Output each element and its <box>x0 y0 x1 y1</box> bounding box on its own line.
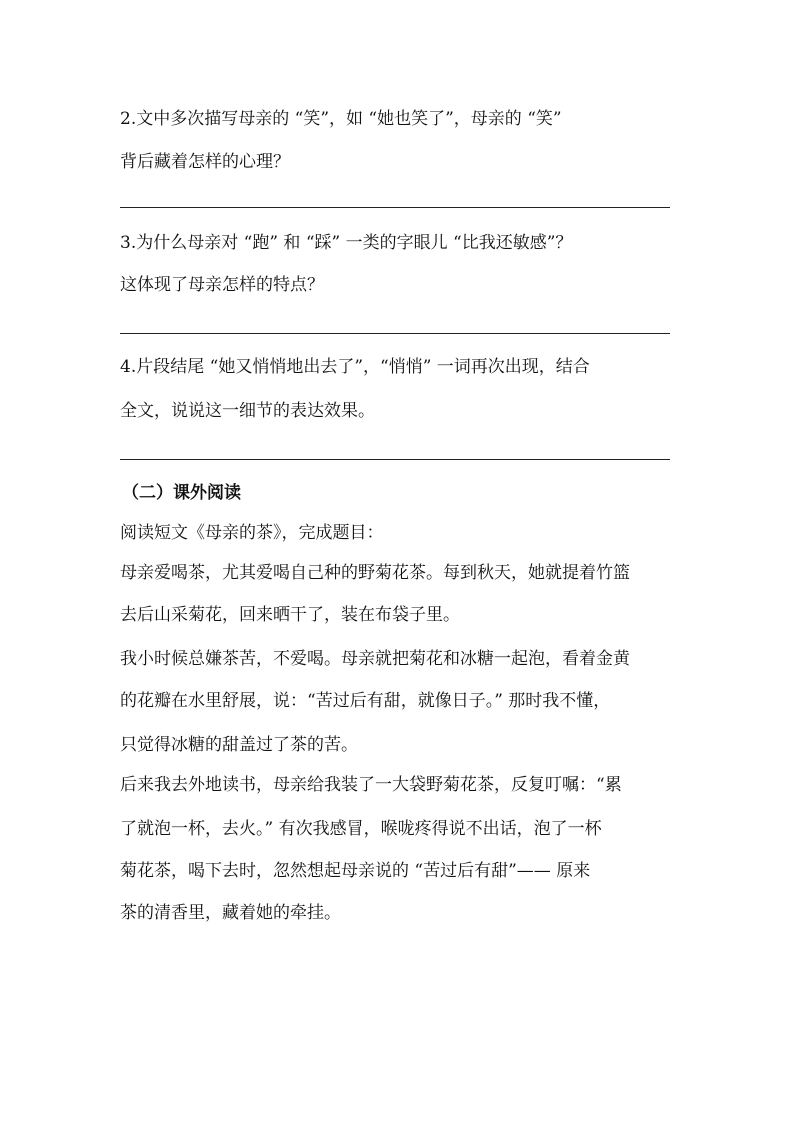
passage-line-8: 菊花茶，喝下去时，忽然想起母亲说的 “苦过后有甜”—— 原来 <box>120 861 591 881</box>
answer-line-question-2[interactable] <box>120 207 670 208</box>
question-4-line-1: 4.片段结尾 “她又悄悄地出去了”，“悄悄” 一词再次出现，结合 <box>120 357 590 377</box>
reading-instruction: 阅读短文《母亲的茶》，完成题目： <box>120 523 384 543</box>
answer-line-question-4[interactable] <box>120 459 670 460</box>
question-3-line-2: 这体现了母亲怎样的特点？ <box>120 275 324 295</box>
section-heading: （二）课外阅读 <box>122 483 241 503</box>
question-2-line-2: 背后藏着怎样的心理？ <box>120 152 290 172</box>
passage-line-3: 我小时候总嫌茶苦，不爱喝。母亲就把菊花和冰糖一起泡，看着金黄 <box>120 649 630 669</box>
question-4-line-2: 全文，说说这一细节的表达效果。 <box>120 401 375 421</box>
answer-line-question-3[interactable] <box>120 333 670 334</box>
passage-line-6: 后来我去外地读书，母亲给我装了一大袋野菊花茶，反复叮嘱：“累 <box>120 775 622 795</box>
question-2-line-1: 2.文中多次描写母亲的 “笑”，如 “她也笑了”，母亲的 “笑” <box>120 109 562 129</box>
passage-line-4: 的花瓣在水里舒展，说：“苦过后有甜，就像日子。” 那时我不懂， <box>120 691 611 711</box>
passage-line-1: 母亲爱喝茶，尤其爱喝自己种的野菊花茶。每到秋天，她就提着竹篮 <box>120 563 630 583</box>
passage-line-9: 茶的清香里，藏着她的牵挂。 <box>120 903 341 923</box>
passage-line-5: 只觉得冰糖的甜盖过了茶的苦。 <box>120 735 358 755</box>
question-3-line-1: 3.为什么母亲对 “跑” 和 “踩” 一类的字眼儿 “比我还敏感”？ <box>120 233 573 253</box>
passage-line-2: 去后山采菊花，回来晒干了，装在布袋子里。 <box>120 605 460 625</box>
passage-line-7: 了就泡一杯，去火。” 有次我感冒，喉咙疼得说不出话，泡了一杯 <box>120 819 602 839</box>
